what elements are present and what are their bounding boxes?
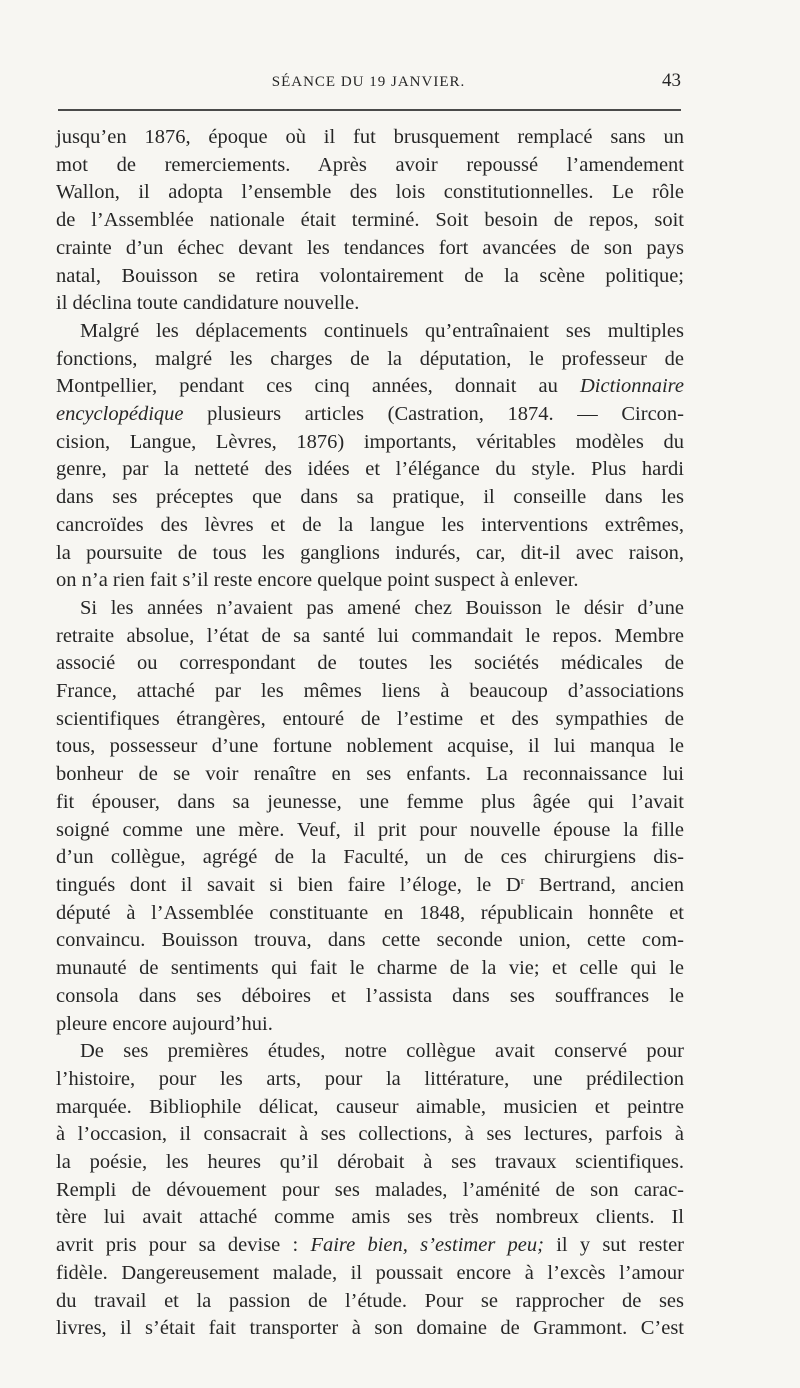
text-line: à l’occasion, il consacrait à ses collections, à ses lectures, parfois à xyxy=(56,1123,684,1146)
text-line: marquée. Bibliophile délicat, causeur aimable, musicien et peintre xyxy=(56,1095,684,1118)
text-line: cision, Langue, Lèvres, 1876) importants, véritables modèles du xyxy=(56,430,684,453)
text-line: tère lui avait attaché comme amis ses très nombreux clients. Il xyxy=(56,1206,684,1229)
text-line: dans ses préceptes que dans sa pratique, il conseille dans les xyxy=(56,486,684,509)
text-line: soigné comme une mère. Veuf, il prit pour nouvelle épouse la fille xyxy=(56,818,684,841)
text-line: Si les années n’avaient pas amené chez Bouisson le désir d’une xyxy=(80,596,684,619)
text-line: crainte d’un échec devant les tendances fort avancées de son pays xyxy=(56,236,684,259)
text-line: fidèle. Dangereusement malade, il poussait encore à l’excès l’amour xyxy=(56,1261,684,1284)
text-line: convaincu. Bouisson trouva, dans cette seconde union, cette com- xyxy=(56,929,684,952)
italic-title: encyclopédique xyxy=(56,403,184,426)
text-line: du travail et la passion de l’étude. Pour se rapprocher de ses xyxy=(56,1289,684,1312)
text-line: la poursuite de tous les ganglions indurés, car, dit-il avec raison, xyxy=(56,541,684,564)
text-line: fit épouser, dans sa jeunesse, une femme plus âgée qui l’avait xyxy=(56,790,684,813)
header-rule xyxy=(58,109,681,111)
text-line: munauté de sentiments qui fait le charme de la vie; et celle qui le xyxy=(56,957,684,980)
text-line: natal, Bouisson se retira volontairement de la scène politique; xyxy=(56,264,684,287)
text-line: cancroïdes des lèvres et de la langue les interventions extrêmes, xyxy=(56,513,684,536)
text-line: De ses premières études, notre collègue avait conservé pour xyxy=(80,1040,684,1063)
page-number: 43 xyxy=(662,70,681,91)
text-line: il déclina toute candidature nouvelle. xyxy=(56,292,360,315)
text-line: mot de remerciements. Après avoir repoussé l’amendement xyxy=(56,153,684,176)
running-header xyxy=(56,70,681,100)
text-line: encyclopédique plusieurs articles (Castration, 1874. — Circon- xyxy=(56,403,684,426)
text-line: d’un collègue, agrégé de la Faculté, un de ces chirurgiens dis- xyxy=(56,846,684,869)
text-line: fonctions, malgré les charges de la députation, le professeur de xyxy=(56,347,684,370)
text-line: député à l’Assemblée constituante en 1848, républicain honnête et xyxy=(56,901,684,924)
text-line: Montpellier, pendant ces cinq années, donnait au Dictionnaire xyxy=(56,375,685,398)
italic-title: Dictionnaire xyxy=(580,375,685,398)
text-line: on n’a rien fait s’il reste encore quelque point suspect à enlever. xyxy=(56,569,579,592)
text-line: Malgré les déplacements continuels qu’entraînaient ses multiples xyxy=(80,319,684,342)
text-line: la poésie, les heures qu’il dérobait à ses travaux scientifiques. xyxy=(56,1151,684,1174)
text-line: Rempli de dévouement pour ses malades, l’aménité de son carac- xyxy=(56,1178,684,1201)
text-line: de l’Assemblée nationale était terminé. Soit besoin de repos, soit xyxy=(56,209,684,232)
text-line: retraite absolue, l’état de sa santé lui commandait le repos. Membre xyxy=(56,624,684,647)
superscript: r xyxy=(520,874,525,887)
text-line: l’histoire, pour les arts, pour la littérature, une prédilection xyxy=(56,1067,684,1090)
text-line: Wallon, il adopta l’ensemble des lois constitutionnelles. Le rôle xyxy=(56,181,684,204)
italic-motto: Faire bien, s’estimer peu; xyxy=(310,1234,544,1257)
text-line: jusqu’en 1876, époque où il fut brusquement remplacé sans un xyxy=(56,126,684,148)
body-text xyxy=(56,124,684,1343)
text-line: France, attaché par les mêmes liens à beaucoup d’associations xyxy=(56,680,684,703)
text-line: tous, possesseur d’une fortune noblement acquise, il lui manqua le xyxy=(56,735,684,758)
text-line: genre, par la netteté des idées et l’élégance du style. Plus hardi xyxy=(56,458,684,481)
text-line: avrit pris pour sa devise : Faire bien, s’estimer peu; il y sut rester xyxy=(56,1234,685,1257)
text-line: pleure encore aujourd’hui. xyxy=(56,1012,273,1035)
text-line: bonheur de se voir renaître en ses enfants. La reconnaissance lui xyxy=(56,763,684,786)
text-line: scientifiques étrangères, entouré de l’estime et des sympathies de xyxy=(56,707,684,730)
text-line: associé ou correspondant de toutes les sociétés médicales de xyxy=(56,652,684,675)
text-line: consola dans ses déboires et l’assista dans ses souffrances le xyxy=(56,984,684,1007)
header-title: SÉANCE DU 19 JANVIER. xyxy=(271,74,466,90)
text-line: livres, il s’était fait transporter à son domaine de Grammont. C’est xyxy=(56,1317,684,1340)
text-line: tingués dont il savait si bien faire l’éloge, le $D^r$ Bertrand, ancien xyxy=(56,873,684,896)
